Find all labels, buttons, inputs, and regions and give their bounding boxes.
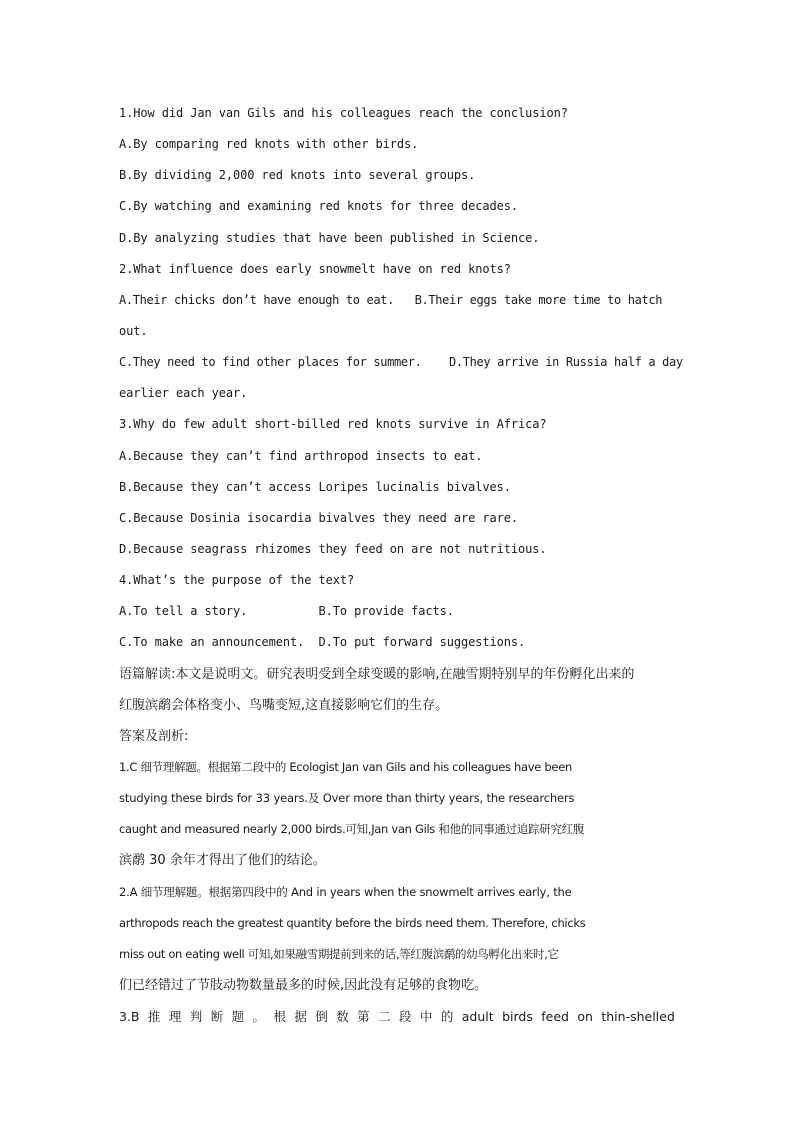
answer-3-word: 二: [378, 1009, 391, 1025]
answer-3-word: 断: [210, 1009, 224, 1025]
answer-2-line-3: miss out on eating well 可知,如果融雪期提前到来的话,等红腹滨鹬的幼鸟孵化出来时,它: [119, 946, 559, 961]
question-1-stem: 1.How did Jan van Gils and his colleagues reach the conclusion?: [119, 106, 568, 120]
answer-3-word: thin-shelled: [601, 1009, 675, 1025]
answer-3-line-1: [119, 1001, 675, 1032]
question-1-option-a: A.By comparing red knots with other birds.: [119, 137, 419, 152]
question-1-option-c: C.By watching and examining red knots for three decades.: [119, 199, 518, 214]
question-3-option-a: A.Because they can’t find arthropod insects to eat.: [119, 448, 483, 463]
answer-3-word: 段: [398, 1009, 412, 1025]
question-2-options-ab-cont: out.: [119, 323, 148, 338]
answer-3-word: birds: [502, 1009, 533, 1025]
answer-3-word: on: [577, 1009, 593, 1025]
question-2-stem: 2.What influence does early snowmelt have on red knots?: [119, 261, 511, 276]
question-4-options-cd: C.To make an announcement. D.To put forward suggestions.: [119, 635, 526, 650]
answer-1-line-4: 滨鹬 30 余年才得出了他们的结论。: [119, 853, 326, 869]
answer-3-word: 推: [147, 1009, 161, 1025]
answer-3-word: 理: [168, 1009, 182, 1025]
question-1-option-d: D.By analyzing studies that have been published in Science.: [119, 230, 540, 245]
answer-3-word: 根: [273, 1009, 286, 1025]
answer-2-line-2: arthropods reach the greatest quantity before the birds need them. Therefore, chicks: [119, 915, 586, 930]
question-2-options-cd-cont: earlier each year.: [119, 386, 248, 401]
answer-3-word: 判: [189, 1009, 203, 1025]
answer-3-word: 第: [357, 1009, 370, 1025]
answer-3-word: 3.B: [119, 1009, 140, 1025]
answer-3-word: adult: [461, 1009, 494, 1025]
question-4-options-ab: A.To tell a story. B.To provide facts.: [119, 604, 454, 619]
answer-1-line-2: studying these birds for 33 years.及 Over more than thirty years, the researchers: [119, 791, 575, 806]
answer-3-word: 据: [294, 1009, 307, 1025]
answer-2-line-4: 们已经错过了节肢动物数量最多的时候,因此没有足够的食物吃。: [119, 977, 488, 993]
question-4-stem: 4.What’s the purpose of the text?: [119, 573, 355, 588]
answer-3-word: 中: [419, 1009, 433, 1025]
reading-summary-line-1: 语篇解读:本文是说明文。研究表明受到全球变暖的影响,在融雪期特别早的年份孵化出来的: [119, 666, 635, 682]
answer-1-line-3: caught and measured nearly 2,000 birds.可知,Jan van Gils 和他的同事通过追踪研究红腹: [119, 822, 585, 837]
answer-3-word: 。: [252, 1009, 266, 1025]
question-2-options-cd: C.They need to find other places for summer. D.They arrive in Russia half a day: [119, 355, 683, 370]
answers-title: 答案及剖析:: [119, 728, 189, 744]
reading-summary-line-2: 红腹滨鹬会体格变小、鸟嘴变短,这直接影响它们的生存。: [119, 697, 449, 713]
question-3-option-c: C.Because Dosinia isocardia bivalves they need are rare.: [119, 510, 518, 525]
answer-3-word: 数: [336, 1009, 349, 1025]
question-3-option-b: B.Because they can’t access Loripes lucinalis bivalves.: [119, 479, 511, 494]
question-3-stem: 3.Why do few adult short-billed red knots survive in Africa?: [119, 417, 547, 432]
answer-3-word: 倒: [315, 1009, 328, 1025]
answer-2-line-1: 2.A 细节理解题。根据第四段中的 And in years when the snowmelt arrives early, the: [119, 884, 572, 899]
document-page: [119, 98, 683, 1032]
question-1-option-b: B.By dividing 2,000 red knots into several groups.: [119, 168, 476, 183]
answer-1-line-1: 1.C 细节理解题。根据第二段中的 Ecologist Jan van Gils and his colleagues have been: [119, 759, 572, 774]
question-2-options-ab: A.Their chicks don’t have enough to eat. B.Their eggs take more time to hatch: [119, 292, 663, 307]
answer-3-word: feed: [541, 1009, 569, 1025]
answer-3-word: 的: [440, 1009, 454, 1025]
answer-3-word: 题: [231, 1009, 245, 1025]
question-3-option-d: D.Because seagrass rhizomes they feed on are not nutritious.: [119, 541, 547, 556]
